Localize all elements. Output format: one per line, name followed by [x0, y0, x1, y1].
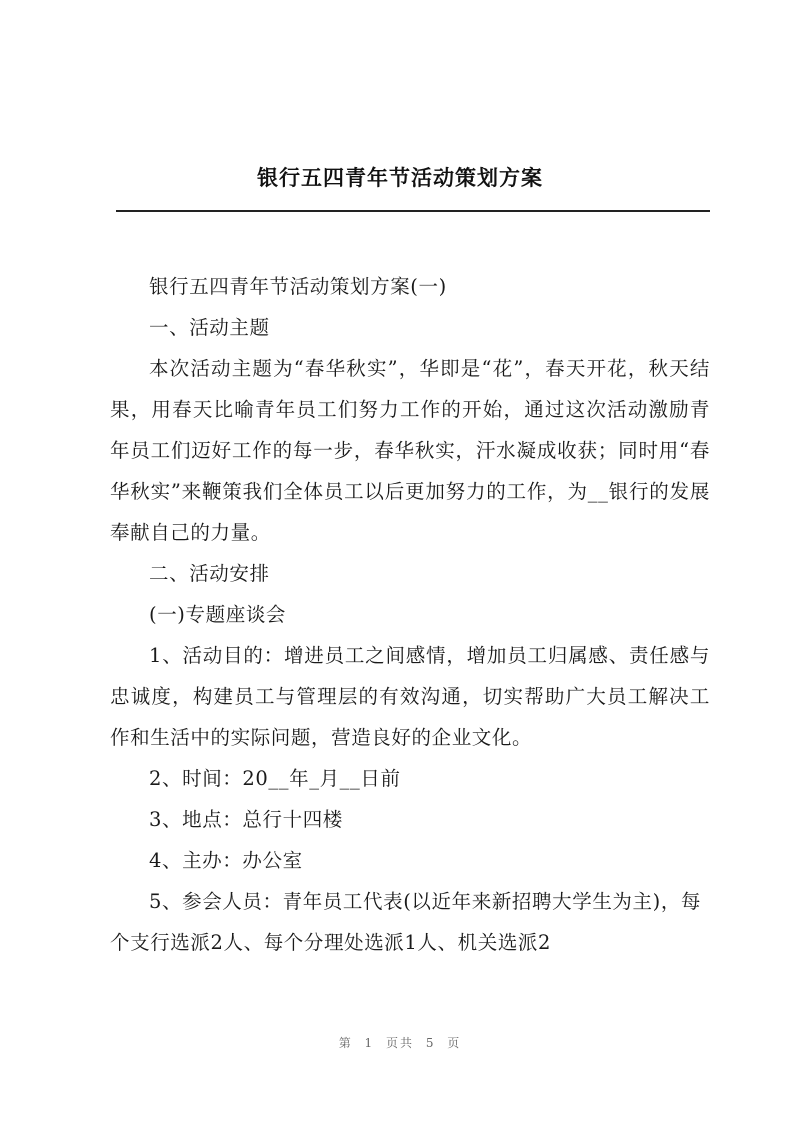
- paragraph-heading-theme: 一、活动主题: [149, 316, 270, 339]
- paragraph-attendees: 5、参会人员：青年员工代表(以近年来新招聘大学生为主)，每个支行选派2人、每个分理处选派1人、机关选派2: [110, 890, 702, 954]
- paragraph-theme-body: 本次活动主题为“春华秋实”，华即是“花”，春天开花，秋天结果，用春天比喻青年员工们努力工作的开始，通过这次活动激励青年员工们迈好工作的每一步，春华秋实，汗水凝成收获；同时用“春华秋实”来鞭策我们全体员工以后更加努力的工作，为__银行的发展奉献自己的力量。: [110, 357, 710, 544]
- paragraph-time: 2、时间：20__年_月__日前: [149, 767, 401, 790]
- paragraph-purpose: 1、活动目的：增进员工之间感情，增加员工归属感、责任感与忠诚度，构建员工与管理层的有效沟通，切实帮助广大员工解决工作和生活中的实际问题，营造良好的企业文化。: [110, 644, 710, 749]
- paragraph-location: 3、地点：总行十四楼: [149, 808, 343, 831]
- page-title: 银行五四青年节活动策划方案: [257, 165, 543, 190]
- section-heading: 银行五四青年节活动策划方案(一): [149, 275, 447, 298]
- paragraph-host: 4、主办：办公室: [149, 849, 303, 872]
- paragraph-heading-arrangement: 二、活动安排: [149, 562, 270, 585]
- title-divider: [116, 210, 710, 212]
- document-body: [110, 266, 710, 963]
- page-number-label: 第 1 页共 5 页: [338, 1036, 462, 1050]
- page-footer: [0, 1034, 800, 1051]
- paragraph-subheading-forum: (一)专题座谈会: [149, 603, 287, 626]
